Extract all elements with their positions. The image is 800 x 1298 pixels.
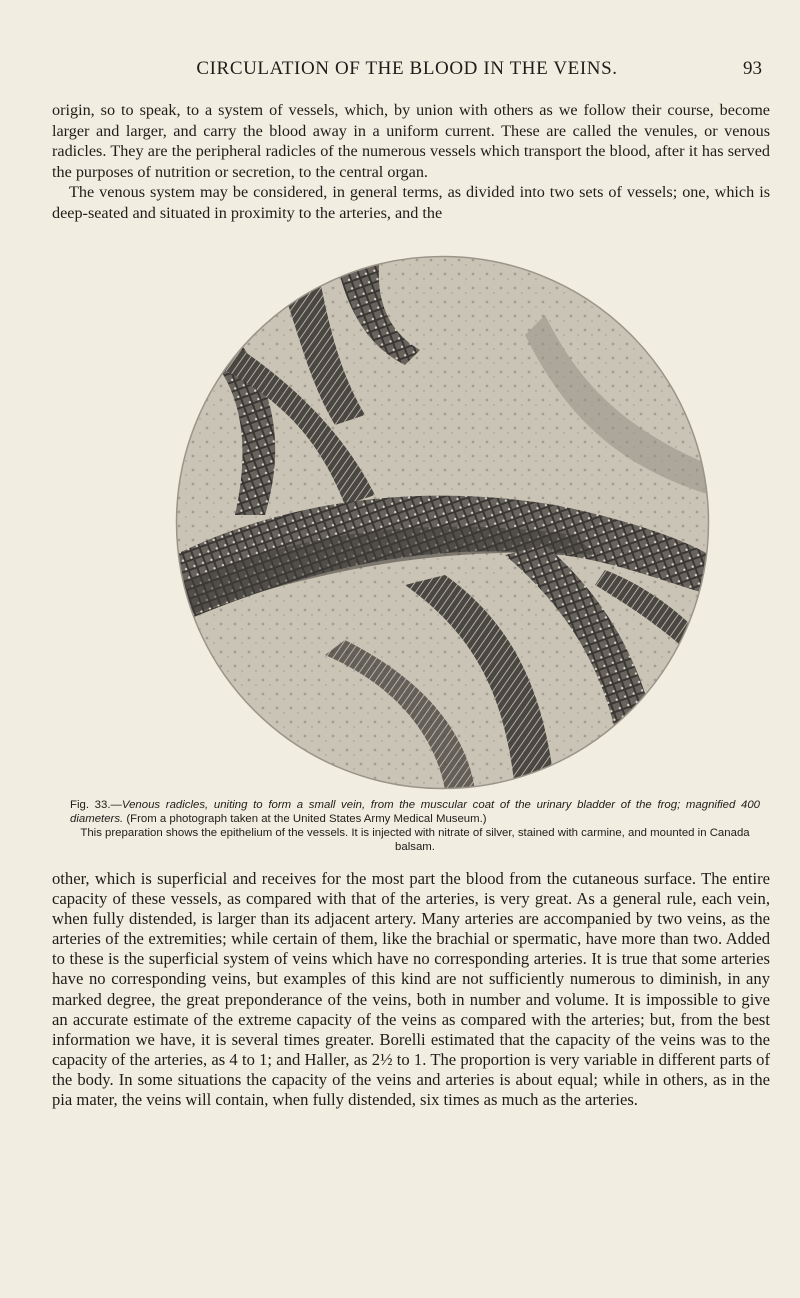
- paragraph-2: The venous system may be considered, in general terms, as divided into two sets of vessels; one, which is deep-seated and situated in proximity to the arteries, and the: [52, 183, 770, 222]
- micrograph-image: [175, 255, 710, 790]
- body-text-top: [52, 100, 770, 224]
- paragraph-1: origin, so to speak, to a system of vessels, which, by union with others as we follow their course, become larger and larger, and carry the blood away in a uniform current. These are called the venules, or venous radicles. They are the peripheral radicles of the numerous vessels which transport the blood, after it has served the purposes of nutrition or secretion, to the central organ.: [52, 101, 770, 181]
- paragraph-3: other, which is superficial and receives for the most part the blood from the cutaneous surface. The entire capacity of these vessels, as compared with that of the arteries, is very great. As a general rule, each vein, when fully distended, is larger than its adjacent artery. Many arteries are accompanied by two veins, as the arteries of the extremities; while certain of them, like the brachial or spermatic, have more than two. Added to these is the superficial system of veins which have no corresponding arteries. It is true that some arteries have no corresponding veins, but examples of this kind are not sufficiently numerous to diminish, in any marked degree, the great preponderance of the veins, both in number and volume. It is impossible to give an accurate estimate of the extreme capacity of the veins as compared with the arteries; but, from the best information we have, it is several times greater. Borelli estimated that the capacity of the veins was to the capacity of the arteries, as 4 to 1; and Haller, as 2½ to 1. The proportion is very variable in different parts of the body. In some situations the capacity of the veins and arteries is about equal; while in others, as in the pia mater, the veins will contain, when fully distended, six times as much as the arteries.: [52, 869, 770, 1110]
- body-text-bottom: [52, 869, 770, 1110]
- page-header: [52, 58, 762, 84]
- figure-description: This preparation shows the epithelium of the vessels. It is injected with nitrate of silver, stained with carmine, and mounted in Canada balsam.: [80, 827, 750, 853]
- figure-title: Venous radicles, uniting to form a small vein, from the muscular coat of the urinary bladder of the frog; magnified 400 diameters.: [70, 799, 760, 825]
- page-number: 93: [743, 58, 762, 79]
- figure-label: Fig. 33.—: [70, 799, 122, 811]
- running-title: CIRCULATION OF THE BLOOD IN THE VEINS.: [196, 58, 618, 79]
- micrograph-figure: [175, 255, 710, 790]
- figure-source: (From a photograph taken at the United States Army Medical Museum.): [126, 812, 487, 825]
- figure-caption: [70, 799, 760, 854]
